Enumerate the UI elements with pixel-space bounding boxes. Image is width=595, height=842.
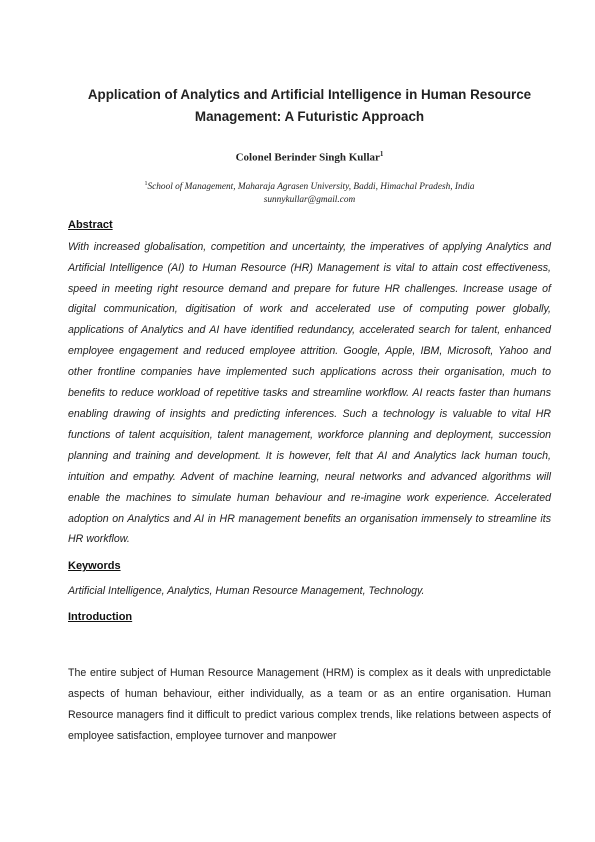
affiliation-block [68,178,551,207]
author-name: Colonel Berinder Singh Kullar [235,151,380,164]
introduction-text: The entire subject of Human Resource Management (HRM) is complex as it deals with unpredictable aspects of human behaviour, either individually, as a team or as an entire organisation. Human Resource managers find it difficult to predict various complex trends, like relations between aspects of employee satisfaction, employee turnover and manpower [68,667,551,743]
keywords-heading: Keywords [68,560,121,573]
abstract-heading: Abstract [68,218,113,231]
keywords-text: Artificial Intelligence, Analytics, Human Resource Management, Technology. [68,585,425,598]
affiliation-superscript: 1 [144,180,148,187]
affiliation-line [68,178,551,194]
author-line [68,150,551,164]
introduction-heading: Introduction [68,611,133,624]
paper-title: Application of Analytics and Artificial Intelligence in Human Resource Management: A Futuristic Approach [87,87,532,124]
author-email: sunnykullar@gmail.com [263,194,356,205]
abstract-text: With increased globalisation, competition and uncertainty, the imperatives of applying Analytics and Artificial Intelligence (AI) to Human Resource (HR) Management is vital to attain cost effectiveness, speed in meeting right resource demand and prepare for future HR challenges. Increase usage of digital communication, digitisation of work and accelerated use of computing power globally, applications of Analytics and AI have identified redundancy, accelerated search for talent, enhanced employee engagement and reduced employee attrition. Google, Apple, IBM, Microsoft, Yahoo and other frontline companies have implemented such applications across their organisation, much to benefits to reduce workload of repetitive tasks and streamline workflow. AI reacts faster than humans enabling drawing of insights and predicting inferences. Such a technology is valuable to vital HR functions of talent acquisition, talent management, workforce planning and deployment, succession planning and training and development. It is however, felt that AI and Analytics lack human touch, intuition and empathy. Advent of machine learning, neural networks and advanced algorithms will enable the machines to simulate human behaviour and re-imagine work experience. Accelerated adoption on Analytics and AI in HR management benefits an organisation immensely to streamline its HR workflow. [68,240,551,546]
affiliation-text: School of Management, Maharaja Agrasen University, Baddi, Himachal Pradesh, India [147,181,475,192]
author-superscript: 1 [379,150,384,158]
